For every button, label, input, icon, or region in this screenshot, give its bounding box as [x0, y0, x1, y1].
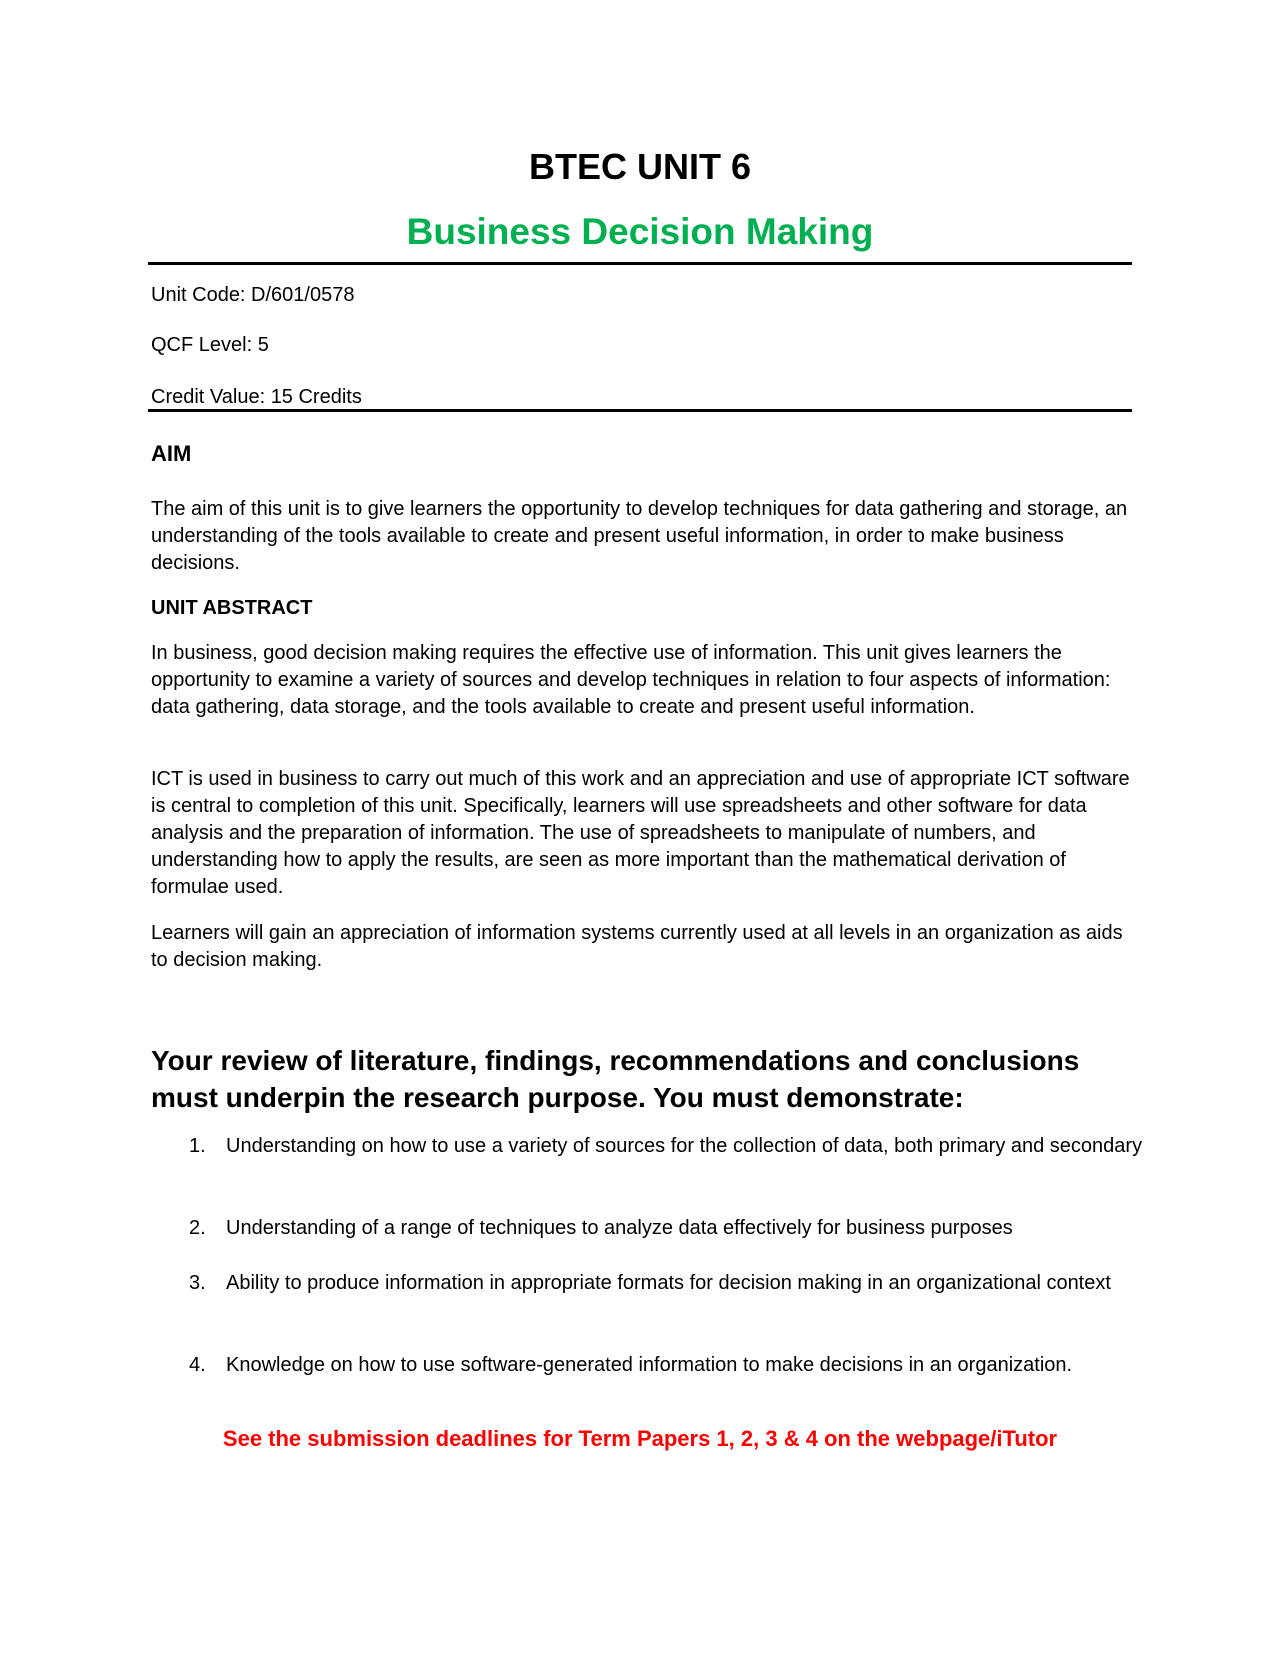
bottom-divider: [148, 409, 1132, 412]
qcf-level: QCF Level: 5: [151, 334, 269, 356]
abstract-paragraph-3: Learners will gain an appreciation of information systems currently used at all levels in an organization as aids to decision making.: [151, 922, 1123, 971]
abstract-paragraph-1: In business, good decision making requires the effective use of information. This unit gives learners the opportunity to examine a variety of sources and develop techniques in relation to four aspects of information: data gathering, data storage, and the tools available to create and present useful information.: [151, 642, 1111, 718]
list-item-number: 4.: [189, 1354, 206, 1376]
aim-paragraph: The aim of this unit is to give learners the opportunity to develop techniques for data gathering and storage, an understanding of the tools available to create and present useful information, in order to make business decisions.: [151, 498, 1128, 574]
list-item-text: Understanding on how to use a variety of sources for the collection of data, both primary and secondary: [226, 1135, 1143, 1157]
document-subtitle: Business Decision Making: [406, 211, 874, 252]
top-divider: [148, 262, 1132, 265]
unit-code: Unit Code: D/601/0578: [151, 284, 355, 306]
list-item-number: 1.: [189, 1135, 206, 1157]
unit-abstract-heading: UNIT ABSTRACT: [151, 597, 313, 619]
list-item-number: 2.: [189, 1217, 206, 1239]
submission-deadline-note: See the submission deadlines for Term Papers 1, 2, 3 & 4 on the webpage/iTutor: [222, 1426, 1058, 1451]
list-item-number: 3.: [189, 1272, 206, 1294]
requirements-heading: Your review of literature, findings, recommendations and conclusions must underpin the research purpose. You must demonstrate:: [151, 1045, 1080, 1113]
list-item-text: Understanding of a range of techniques to analyze data effectively for business purposes: [226, 1217, 1013, 1239]
document-title: BTEC UNIT 6: [528, 146, 751, 187]
credit-value: Credit Value: 15 Credits: [151, 386, 362, 408]
list-item-text: Ability to produce information in appropriate formats for decision making in an organizational context: [226, 1272, 1111, 1294]
aim-heading: AIM: [151, 441, 192, 466]
abstract-paragraph-2: ICT is used in business to carry out much of this work and an appreciation and use of appropriate ICT software is central to completion of this unit. Specifically, learners will use spreadsheets and other software for data analysis and the preparation of information. The use of spreadsheets to manipulate of numbers, and understanding how to apply the results, are seen as more important than the mathematical derivation of formulae used.: [151, 768, 1130, 898]
list-item-text: Knowledge on how to use software-generated information to make decisions in an organization.: [226, 1354, 1073, 1376]
